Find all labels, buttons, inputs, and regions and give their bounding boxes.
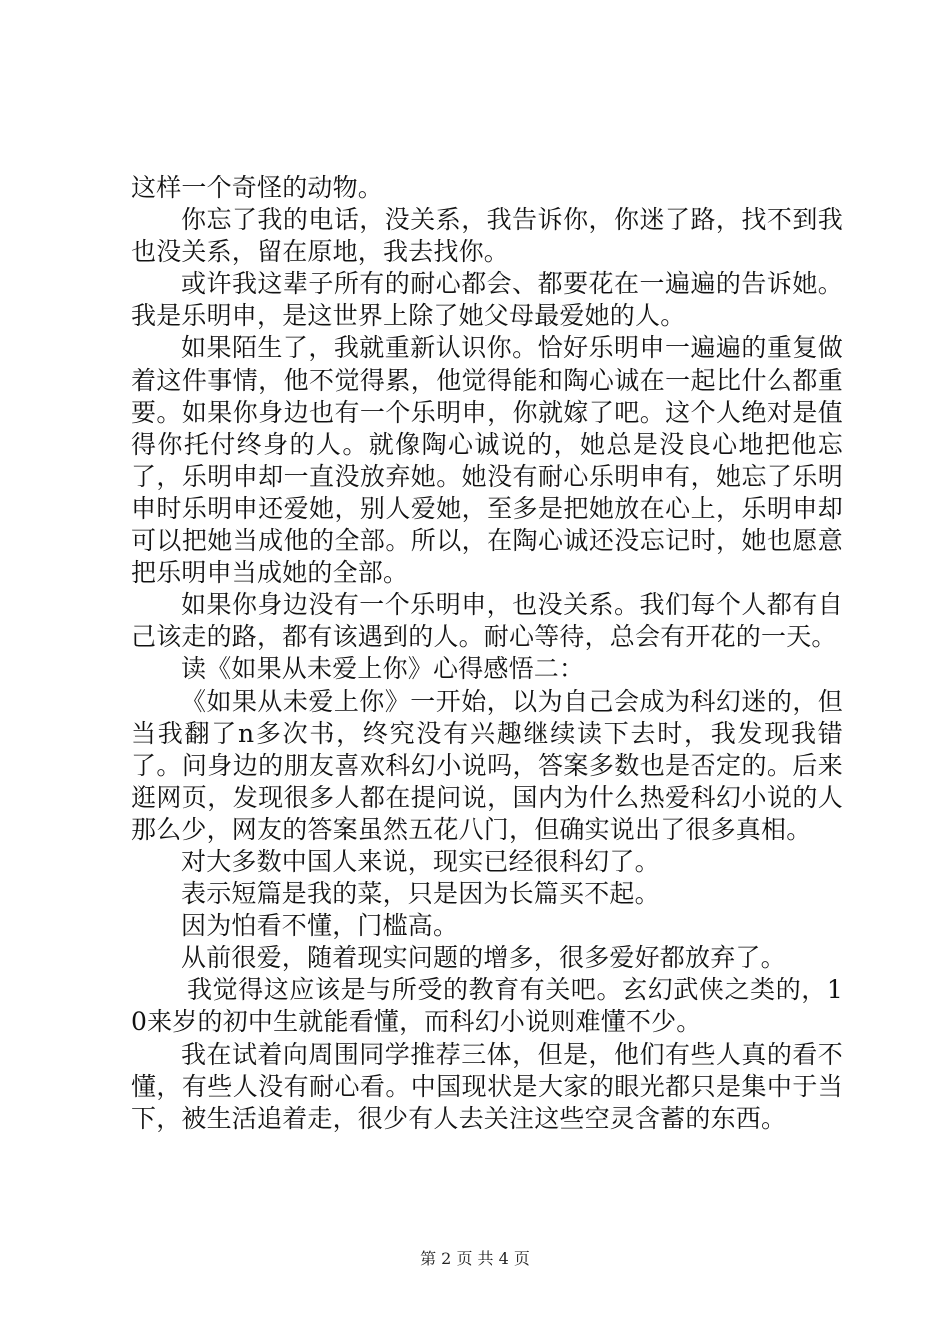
paragraph: 如果你身边没有一个乐明申，也没关系。我们每个人都有自己该走的路，都有该遇到的人。耐心等待，总会有开花的一天。 xyxy=(131,590,843,652)
paragraph-continuation: 这样一个奇怪的动物。 xyxy=(131,173,384,202)
paragraph: 或许我这辈子所有的耐心都会、都要花在一遍遍的告诉她。我是乐明申，是这世界上除了她父母最爱她的人。 xyxy=(131,269,843,331)
document-body xyxy=(131,172,843,1135)
list-item: 对大多数中国人来说，现实已经很科幻了。 xyxy=(181,846,660,876)
paragraph: 你忘了我的电话，没关系，我告诉你，你迷了路，找不到我也没关系，留在原地，我去找你。 xyxy=(131,205,843,267)
list-item: 从前很爱，随着现实问题的增多，很多爱好都放弃了。 xyxy=(181,943,786,973)
page-number-footer: 第 2 页 共 4 页 xyxy=(420,1249,530,1268)
section-heading: 读《如果从未爱上你》心得感悟二： xyxy=(181,654,585,684)
paragraph: 如果陌生了，我就重新认识你。恰好乐明申一遍遍的重复做着这件事情，他不觉得累，他觉得能和陶心诚在一起比什么都重要。如果你身边也有一个乐明申，你就嫁了吧。这个人绝对是值得你托付终身的人。就像陶心诚说的，她总是没良心地把他忘了，乐明申却一直没放弃她。她没有耐心乐明申有，她忘了乐明申时乐明申还爱她，别人爱她，至多是把她放在心上，乐明申却可以把她当成他的全部。所以，在陶心诚还没忘记时，她也愿意把乐明申当成她的全部。 xyxy=(131,333,843,588)
paragraph: 《如果从未爱上你》一开始，以为自己会成为科幻迷的，但当我翻了n多次书，终究没有兴趣继续读下去时，我发现我错了。问身边的朋友喜欢科幻小说吗，答案多数也是否定的。后来逛网页，发现很多人都在提问说，国内为什么热爱科幻小说的人那么少，网友的答案虽然五花八门，但确实说出了很多真相。 xyxy=(131,686,843,844)
list-item: 表示短篇是我的菜，只是因为长篇买不起。 xyxy=(181,879,660,909)
paragraph: 我觉得这应该是与所受的教育有关吧。玄幻武侠之类的，10来岁的初中生就能看懂，而科幻小说则难懂不少。 xyxy=(131,975,843,1037)
list-item: 因为怕看不懂，门槛高。 xyxy=(181,911,459,941)
paragraph: 我在试着向周围同学推荐三体，但是，他们有些人真的看不懂，有些人没有耐心看。中国现状是大家的眼光都只是集中于当下，被生活追着走，很少有人去关注这些空灵含蓄的东西。 xyxy=(131,1039,843,1133)
